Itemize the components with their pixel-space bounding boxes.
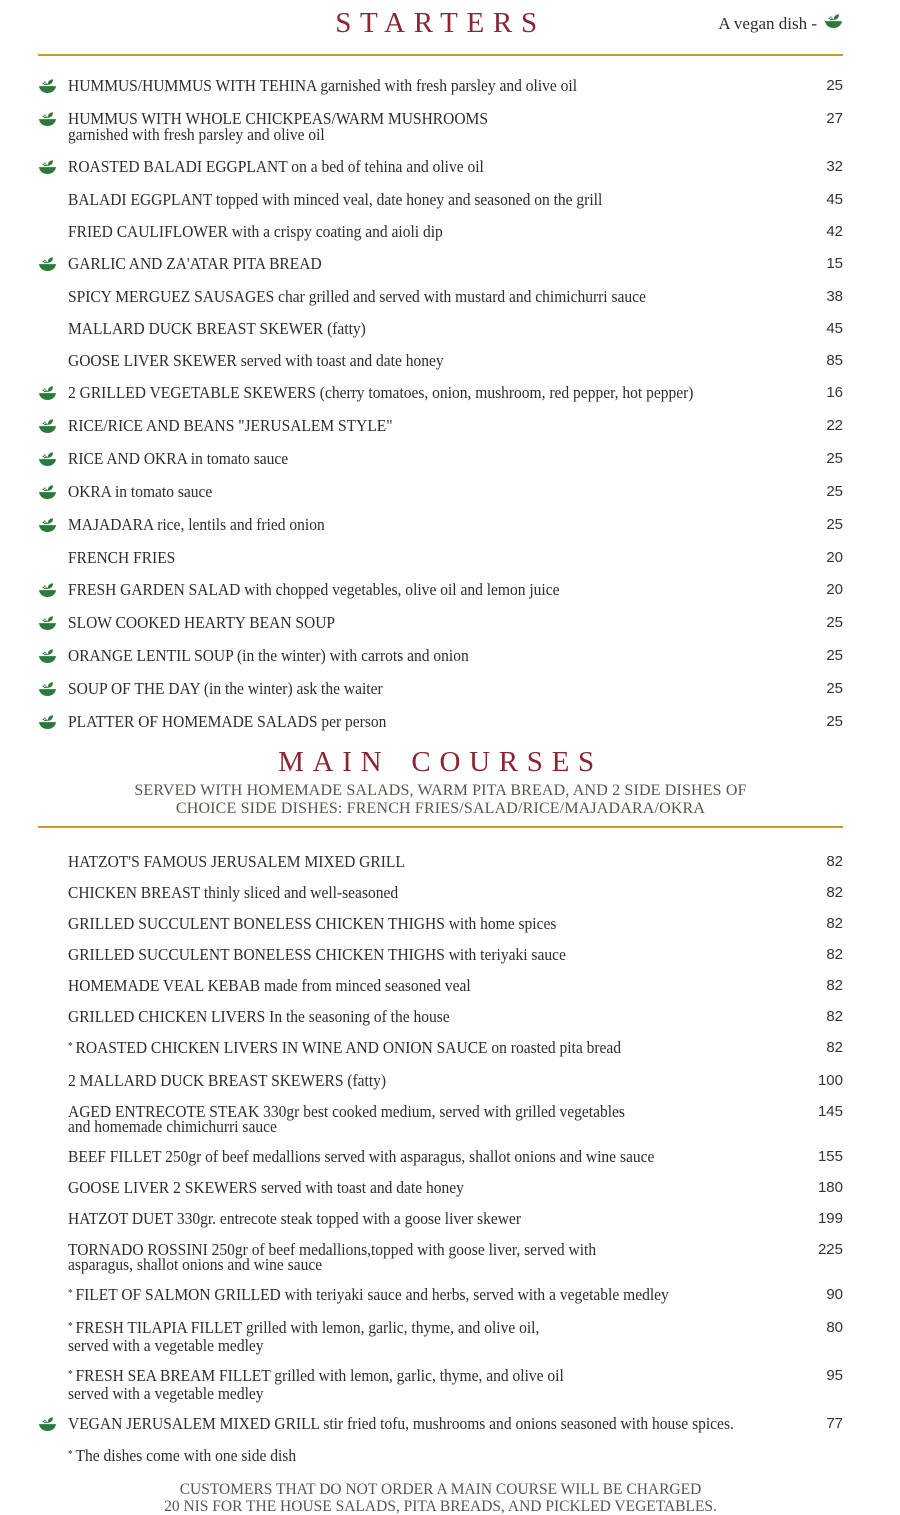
vegan-bowl-icon — [38, 451, 68, 468]
menu-item-text — [68, 353, 763, 369]
menu-item-text — [68, 1149, 763, 1164]
vegan-bowl-icon — [38, 615, 68, 632]
menu-item-price: 25 — [826, 77, 843, 94]
menu-item-price: 25 — [826, 483, 843, 500]
menu-item-row — [38, 714, 843, 731]
menu-item-price: 225 — [817, 1241, 843, 1258]
menu-item-line1: PLATTER OF HOMEMADE SALADS per person — [68, 712, 387, 731]
starters-title: STARTERS — [335, 7, 546, 39]
menu-item-line1: RICE AND OKRA in tomato sauce — [68, 449, 289, 468]
menu-item-text — [68, 224, 763, 240]
vegan-bowl-icon — [38, 418, 68, 435]
menu-item-price: 82 — [826, 977, 843, 994]
menu-item-text — [68, 1368, 763, 1401]
asterisk-marker: * — [68, 1321, 73, 1332]
menu-item-text — [68, 289, 763, 305]
menu-item-row — [38, 517, 843, 534]
menu-item-line1: SLOW COOKED HEARTY BEAN SOUP — [68, 613, 336, 632]
starters-list — [38, 78, 843, 731]
menu-item-price: 25 — [826, 614, 843, 631]
menu-item-row — [38, 1040, 843, 1058]
menu-item-row — [38, 1149, 843, 1165]
menu-item-row — [38, 289, 843, 305]
menu-item-price: 90 — [826, 1286, 843, 1303]
menu-item-line1: GRILLED SUCCULENT BONELESS CHICKEN THIGHS with home spices — [68, 914, 557, 933]
menu-item-row — [38, 1448, 843, 1466]
menu-item-row — [38, 224, 843, 240]
menu-item-text — [68, 111, 763, 143]
menu-item-text — [68, 1242, 763, 1272]
menu-item-text — [68, 1211, 763, 1226]
menu-item-text — [68, 550, 763, 566]
menu-item-text — [68, 1448, 763, 1466]
menu-item-price: 25 — [826, 516, 843, 533]
vegan-legend — [718, 13, 843, 35]
menu-item-line1: BALADI EGGPLANT topped with minced veal, date honey and seasoned on the grill — [68, 190, 603, 209]
menu-item-line1: RICE/RICE AND BEANS "JERUSALEM STYLE" — [68, 416, 393, 435]
menu-item-text — [68, 321, 763, 337]
menu-item-line1: HOMEMADE VEAL KEBAB made from minced seasoned veal — [68, 976, 471, 995]
menu-item-row — [38, 111, 843, 143]
menu-item-row — [38, 916, 843, 932]
footer-notice — [38, 1481, 843, 1515]
menu-item-text — [68, 582, 763, 598]
menu-item-price: 85 — [826, 352, 843, 369]
menu-item-row — [38, 1287, 843, 1305]
menu-item-price: 199 — [817, 1210, 843, 1227]
menu-item-price: 80 — [826, 1319, 843, 1336]
menu-item-price: 25 — [826, 680, 843, 697]
main-courses-list — [38, 854, 843, 1466]
asterisk-marker: * — [68, 1369, 73, 1380]
menu-item-price: 82 — [826, 853, 843, 870]
menu-item-row — [38, 1009, 843, 1025]
menu-item-line1: AGED ENTRECOTE STEAK 330gr best cooked medium, served with grilled vegetables — [68, 1102, 625, 1121]
menu-item-row — [38, 1180, 843, 1196]
vegan-bowl-icon — [38, 256, 68, 273]
menu-item-text — [68, 947, 763, 962]
menu-item-line1: BEEF FILLET 250gr of beef medallions served with asparagus, shallot onions and wine sauce — [68, 1147, 655, 1166]
menu-item-price: 22 — [826, 417, 843, 434]
menu-item-line1: 2 GRILLED VEGETABLE SKEWERS (cherry tomatoes, onion, mushroom, red pepper, hot pepper) — [68, 383, 694, 402]
menu-item-line1: HUMMUS/HUMMUS WITH TEHINA garnished with fresh parsley and olive oil — [68, 76, 578, 95]
menu-item-line1: ROASTED BALADI EGGPLANT on a bed of tehina and olive oil — [68, 157, 484, 176]
menu-item-line1: 2 MALLARD DUCK BREAST SKEWERS (fatty) — [68, 1071, 387, 1090]
subtitle-line2: CHOICE SIDE DISHES: FRENCH FRIES/SALAD/RICE/MAJADARA/OKRA — [175, 800, 706, 817]
menu-item-row — [38, 648, 843, 665]
menu-item-row — [38, 418, 843, 435]
vegan-bowl-icon — [38, 517, 68, 534]
menu-item-line2: served with a vegetable medley — [68, 1384, 264, 1403]
menu-item-line1: CHICKEN BREAST thinly sliced and well-seasoned — [68, 883, 399, 902]
menu-item-text — [68, 517, 763, 533]
menu-item-row — [38, 484, 843, 501]
menu-item-price: 20 — [826, 581, 843, 598]
menu-item-line1: VEGAN JERUSALEM MIXED GRILL stir fried tofu, mushrooms and onions seasoned with house spices. — [68, 1414, 734, 1433]
menu-item-row — [38, 451, 843, 468]
menu-item-row — [38, 159, 843, 176]
menu-item-line1: HATZOT'S FAMOUS JERUSALEM MIXED GRILL — [68, 852, 405, 871]
menu-item-text — [68, 1287, 763, 1305]
menu-item-line1: FRIED CAULIFLOWER with a crispy coating and aioli dip — [68, 222, 443, 241]
menu-item-price: 82 — [826, 1039, 843, 1056]
menu-item-line1: FRESH TILAPIA FILLET grilled with lemon, garlic, thyme, and olive oil, — [75, 1318, 540, 1337]
main-courses-header — [38, 747, 843, 818]
menu-item-price: 15 — [826, 255, 843, 272]
menu-item-line1: SOUP OF THE DAY (in the winter) ask the waiter — [68, 679, 383, 698]
vegan-bowl-icon — [38, 681, 68, 698]
menu-item-row — [38, 1242, 843, 1272]
menu-item-price: 25 — [826, 450, 843, 467]
menu-item-row — [38, 1416, 843, 1433]
vegan-bowl-icon — [824, 13, 843, 35]
menu-item-row — [38, 385, 843, 402]
vegan-bowl-icon — [38, 582, 68, 599]
menu-item-line1: ROASTED CHICKEN LIVERS IN WINE AND ONION SAUCE on roasted pita bread — [75, 1038, 622, 1057]
menu-item-price: 100 — [817, 1072, 843, 1089]
menu-item-line2: garnished with fresh parsley and olive oil — [68, 125, 325, 144]
menu-item-text — [68, 1104, 763, 1134]
menu-item-price: 180 — [817, 1179, 843, 1196]
main-courses-subtitle — [38, 782, 843, 818]
menu-item-row — [38, 854, 843, 870]
menu-item-line1: SPICY MERGUEZ SAUSAGES char grilled and served with mustard and chimichurri sauce — [68, 287, 646, 306]
menu-item-row — [38, 1320, 843, 1353]
menu-item-text — [68, 648, 763, 664]
vegan-bowl-icon — [38, 648, 68, 665]
menu-item-line1: FRESH GARDEN SALAD with chopped vegetables, olive oil and lemon juice — [68, 580, 560, 599]
menu-item-text — [68, 1073, 763, 1088]
gold-divider — [38, 54, 843, 56]
menu-item-text — [68, 1009, 763, 1024]
menu-item-line1: GARLIC AND ZA'ATAR PITA BREAD — [68, 254, 322, 273]
menu-item-line1: MALLARD DUCK BREAST SKEWER (fatty) — [68, 319, 366, 338]
vegan-legend-text: A vegan dish - — [718, 14, 817, 33]
menu-item-price: 38 — [826, 288, 843, 305]
menu-item-line2: and homemade chimichurri sauce — [68, 1117, 277, 1136]
menu-item-line1: ORANGE LENTIL SOUP (in the winter) with carrots and onion — [68, 646, 469, 665]
menu-item-row — [38, 192, 843, 208]
menu-item-text — [68, 978, 763, 993]
menu-item-text — [68, 1040, 763, 1058]
asterisk-marker: * — [68, 1449, 73, 1460]
menu-item-line1: FRESH SEA BREAM FILLET grilled with lemon, garlic, thyme, and olive oil — [75, 1366, 564, 1385]
menu-item-line1: GOOSE LIVER SKEWER served with toast and date honey — [68, 351, 444, 370]
menu-item-price: 82 — [826, 884, 843, 901]
menu-item-price: 45 — [826, 191, 843, 208]
menu-item-row — [38, 550, 843, 566]
menu-item-price: 25 — [826, 713, 843, 730]
vegan-bowl-icon — [38, 484, 68, 501]
menu-item-text — [68, 854, 763, 869]
footer-line2: 20 NIS FOR THE HOUSE SALADS, PITA BREADS, AND PICKLED VEGETABLES. — [164, 1498, 717, 1515]
menu-item-price: 77 — [826, 1415, 843, 1432]
menu-item-line1: TORNADO ROSSINI 250gr of beef medallions,topped with goose liver, served with — [68, 1240, 597, 1259]
menu-item-line1: FRENCH FRIES — [68, 548, 176, 567]
menu-item-row — [38, 582, 843, 599]
menu-item-line1: OKRA in tomato sauce — [68, 482, 213, 501]
menu-item-price: 82 — [826, 1008, 843, 1025]
menu-item-row — [38, 681, 843, 698]
vegan-bowl-icon — [38, 159, 68, 176]
menu-item-line1: The dishes come with one side dish — [75, 1446, 297, 1465]
menu-item-price: 155 — [817, 1148, 843, 1165]
menu-item-text — [68, 385, 763, 401]
menu-item-text — [68, 159, 763, 175]
vegan-bowl-icon — [38, 78, 68, 95]
menu-item-line1: FILET OF SALMON GRILLED with teriyaki sauce and herbs, served with a vegetable medley — [75, 1285, 669, 1304]
menu-item-price: 82 — [826, 915, 843, 932]
menu-item-text — [68, 681, 763, 697]
menu-item-row — [38, 1368, 843, 1401]
menu-item-line1: MAJADARA rice, lentils and fried onion — [68, 515, 325, 534]
menu-item-text — [68, 418, 763, 434]
main-courses-title: MAIN COURSES — [278, 746, 603, 778]
footer-line1: CUSTOMERS THAT DO NOT ORDER A MAIN COURSE WILL BE CHARGED — [179, 1481, 702, 1498]
menu-item-text — [68, 1320, 763, 1353]
menu-item-price: 45 — [826, 320, 843, 337]
menu-item-line1: GRILLED SUCCULENT BONELESS CHICKEN THIGHS with teriyaki sauce — [68, 945, 566, 964]
menu-item-row — [38, 1211, 843, 1227]
menu-item-line1: HATZOT DUET 330gr. entrecote steak topped with a goose liver skewer — [68, 1209, 521, 1228]
menu-item-text — [68, 78, 763, 94]
vegan-bowl-icon — [38, 1416, 68, 1433]
menu-item-text — [68, 916, 763, 931]
menu-item-price: 95 — [826, 1367, 843, 1384]
menu-item-text — [68, 451, 763, 467]
vegan-bowl-icon — [38, 385, 68, 402]
menu-item-text — [68, 256, 763, 272]
asterisk-marker: * — [68, 1288, 73, 1299]
menu-item-text — [68, 1180, 763, 1195]
menu-page — [38, 0, 843, 1515]
asterisk-marker: * — [68, 1041, 73, 1052]
menu-item-row — [38, 1104, 843, 1134]
menu-item-row — [38, 978, 843, 994]
menu-item-row — [38, 78, 843, 95]
menu-item-line1: HUMMUS WITH WHOLE CHICKPEAS/WARM MUSHROOMS — [68, 109, 488, 128]
menu-item-text — [68, 484, 763, 500]
menu-item-line1: GRILLED CHICKEN LIVERS In the seasoning of the house — [68, 1007, 450, 1026]
menu-item-price: 25 — [826, 647, 843, 664]
menu-item-row — [38, 885, 843, 901]
menu-item-text — [68, 615, 763, 631]
starters-header — [38, 0, 843, 46]
menu-item-row — [38, 1073, 843, 1089]
menu-item-row — [38, 353, 843, 369]
vegan-bowl-icon — [38, 714, 68, 731]
menu-item-line2: served with a vegetable medley — [68, 1336, 264, 1355]
menu-item-row — [38, 947, 843, 963]
menu-item-text — [68, 885, 763, 900]
menu-item-price: 27 — [826, 110, 843, 127]
menu-item-price: 82 — [826, 946, 843, 963]
menu-item-line1: GOOSE LIVER 2 SKEWERS served with toast and date honey — [68, 1178, 464, 1197]
menu-item-price: 32 — [826, 158, 843, 175]
menu-item-price: 20 — [826, 549, 843, 566]
menu-item-row — [38, 256, 843, 273]
subtitle-line1: SERVED WITH HOMEMADE SALADS, WARM PITA BREAD, AND 2 SIDE DISHES OF — [134, 782, 747, 799]
menu-item-row — [38, 615, 843, 632]
menu-item-line2: asparagus, shallot onions and wine sauce — [68, 1255, 323, 1274]
menu-item-price: 42 — [826, 223, 843, 240]
menu-item-text — [68, 714, 763, 730]
vegan-bowl-icon — [38, 111, 68, 128]
menu-item-price: 145 — [817, 1103, 843, 1120]
menu-item-price: 16 — [826, 384, 843, 401]
menu-item-row — [38, 321, 843, 337]
menu-item-text — [68, 1416, 763, 1431]
menu-item-text — [68, 192, 763, 208]
gold-divider — [38, 826, 843, 828]
